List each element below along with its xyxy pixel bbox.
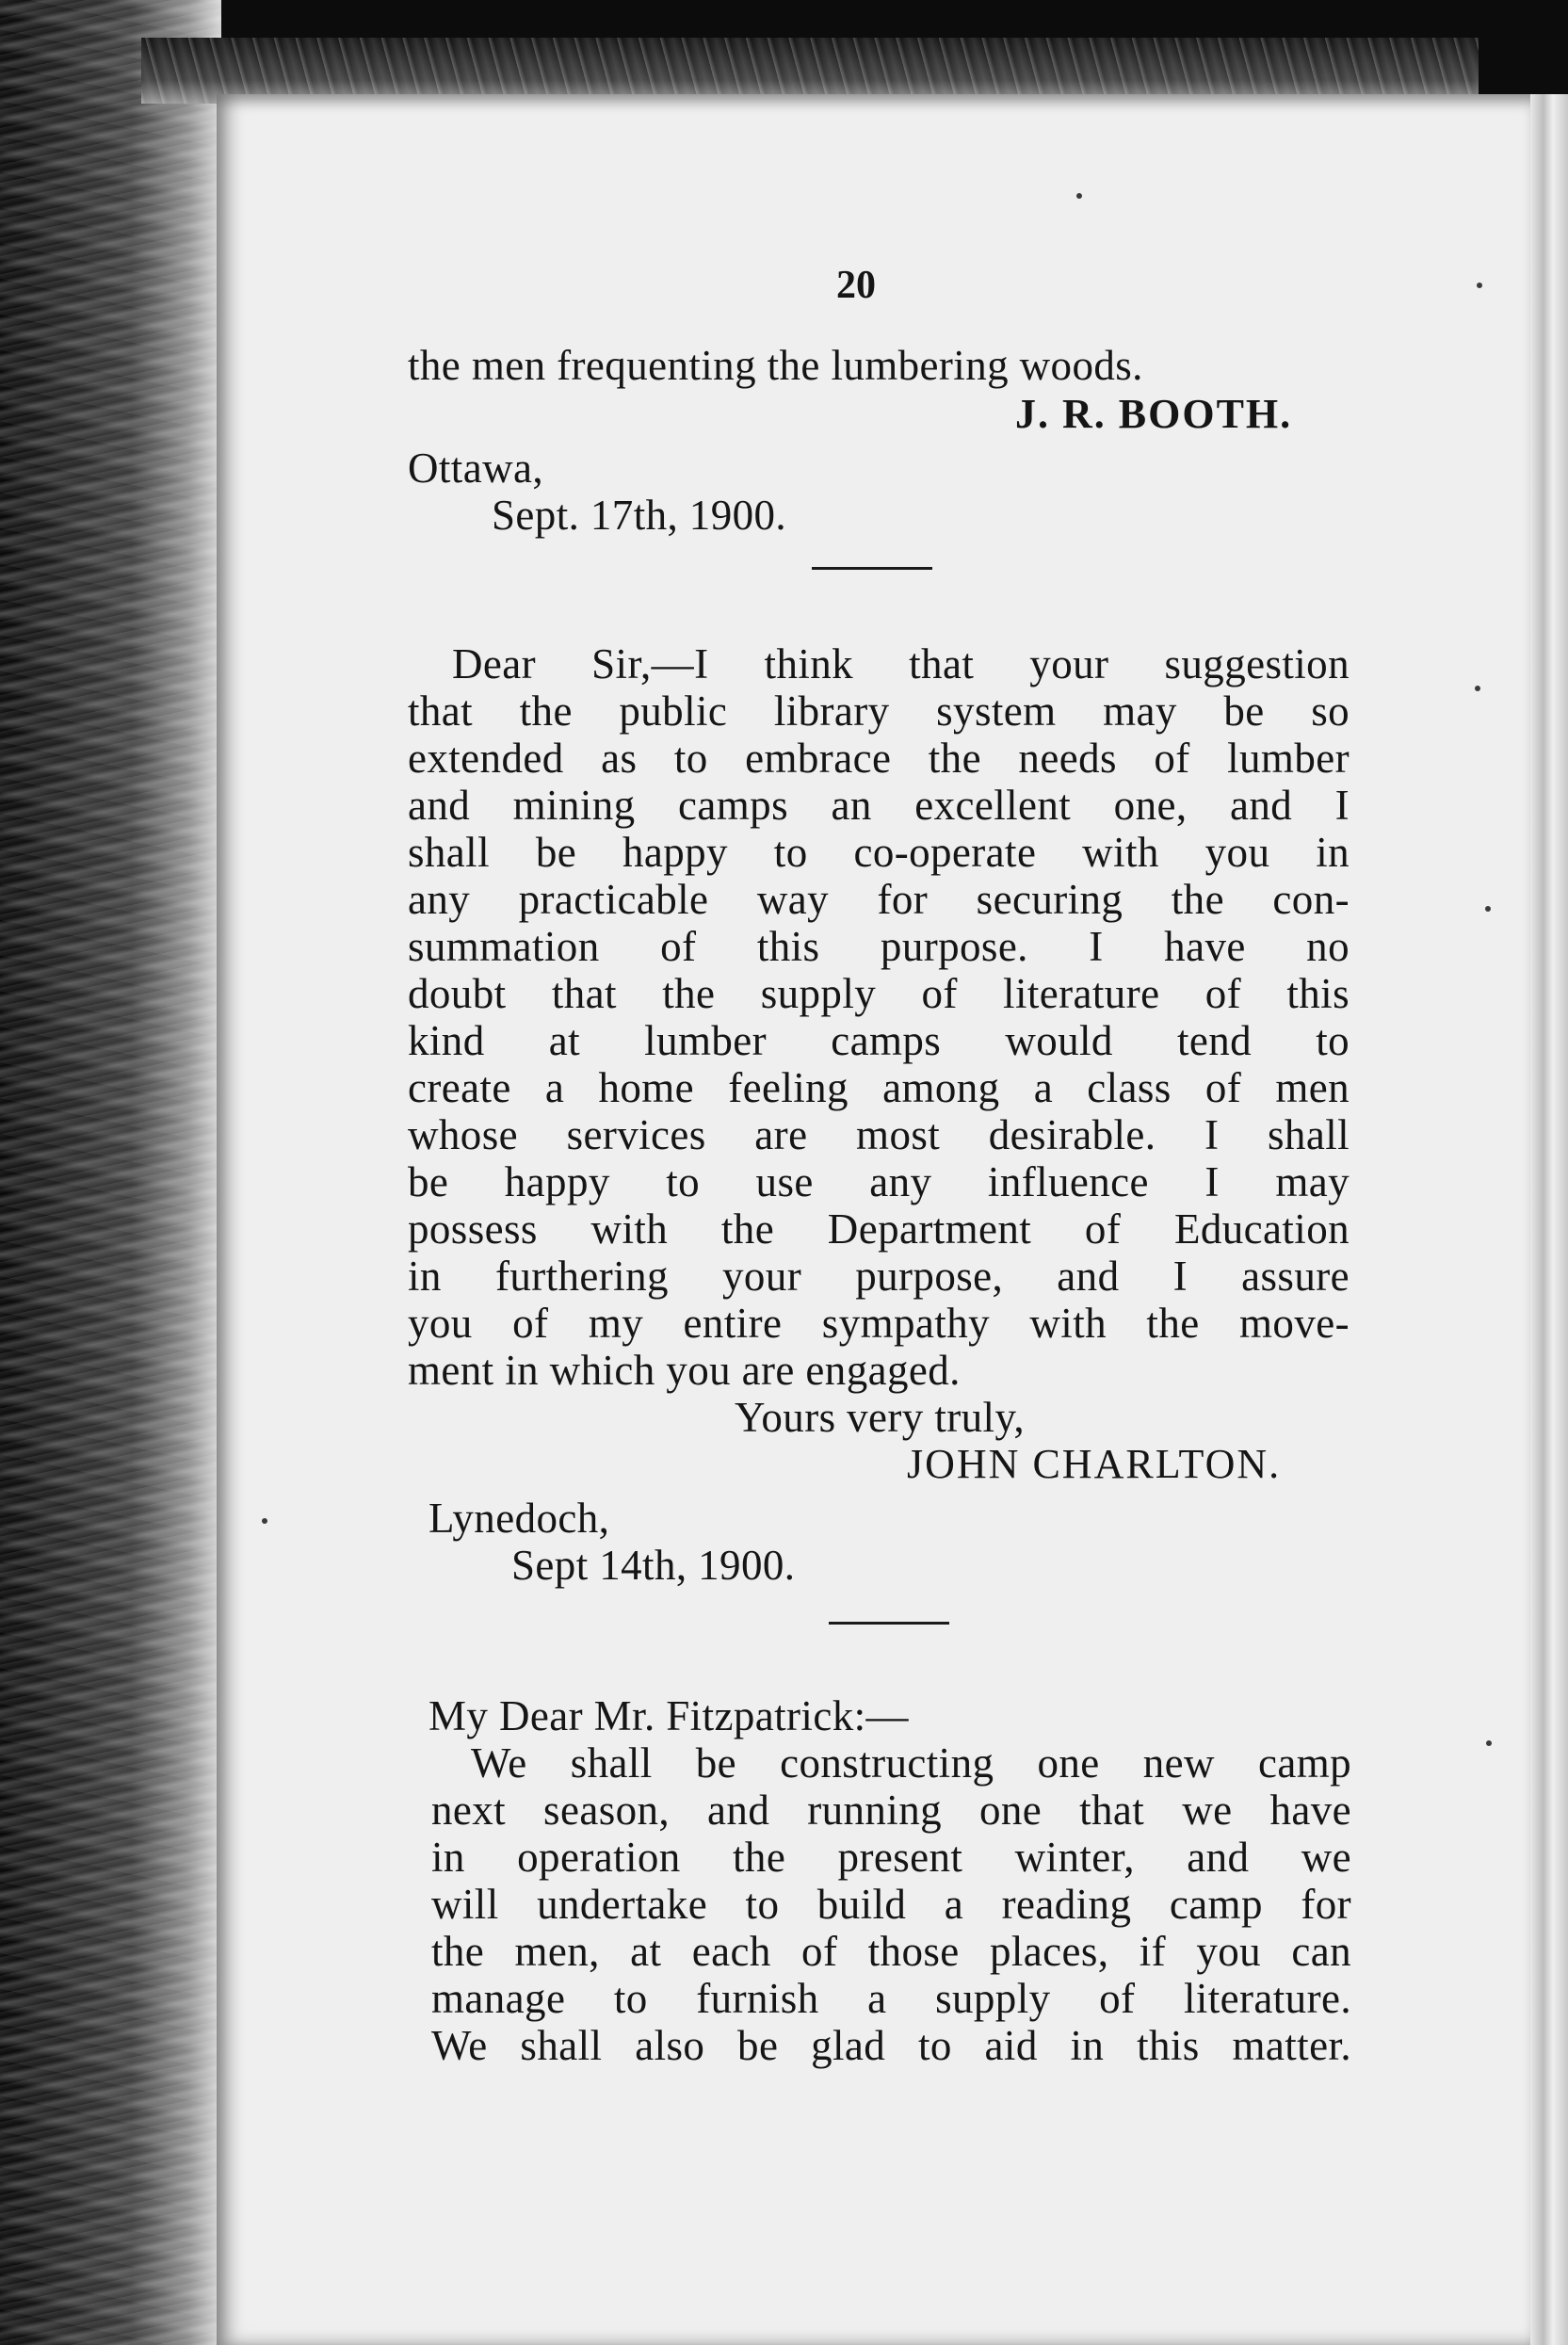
booth-place: Ottawa,	[408, 445, 543, 492]
speck	[262, 1518, 267, 1524]
speck	[1477, 283, 1482, 288]
third-last-line: We shall also be glad to aid in this matter.	[431, 2022, 1351, 2069]
charlton-signature: JOHN CHARLTON.	[907, 1441, 1282, 1487]
charlton-line: and mining camps an excellent one, and I	[408, 782, 1350, 829]
third-line: the men, at each of those places, if you can	[431, 1928, 1351, 1975]
charlton-place: Lynedoch,	[428, 1495, 610, 1542]
charlton-line: extended as to embrace the needs of lumber	[408, 735, 1350, 782]
third-line: manage to furnish a supply of literature.	[431, 1975, 1351, 2022]
charlton-line: in furthering your purpose, and I assure	[408, 1253, 1350, 1300]
speck	[1486, 1740, 1492, 1746]
third-line: will undertake to build a reading camp for	[431, 1881, 1351, 1928]
charlton-line: possess with the Department of Education	[408, 1205, 1350, 1253]
section-divider	[812, 567, 932, 570]
charlton-line: you of my entire sympathy with the move-	[408, 1300, 1350, 1347]
charlton-line: summation of this purpose. I have no	[408, 923, 1350, 970]
charlton-valediction: Yours very truly,	[735, 1394, 1026, 1441]
charlton-line: shall be happy to co-operate with you in	[408, 829, 1350, 876]
page-number: 20	[836, 264, 876, 307]
section-divider	[829, 1622, 949, 1625]
speck	[1485, 906, 1491, 912]
charlton-line: be happy to use any influence I may	[408, 1158, 1350, 1205]
charlton-last-line: ment in which you are engaged.	[408, 1347, 961, 1394]
third-line: next season, and running one that we have	[431, 1787, 1351, 1834]
marbled-book-edge-left	[0, 0, 221, 2345]
charlton-line: Dear Sir,—I think that your suggestion	[452, 640, 1350, 687]
third-salutation: My Dear Mr. Fitzpatrick:—	[428, 1692, 909, 1739]
charlton-line: kind at lumber camps would tend to	[408, 1017, 1350, 1064]
booth-date: Sept. 17th, 1900.	[492, 492, 787, 539]
booth-signature: J. R. BOOTH.	[1015, 391, 1293, 437]
charlton-line: any practicable way for securing the con-	[408, 876, 1350, 923]
charlton-date: Sept 14th, 1900.	[511, 1542, 796, 1589]
third-line: in operation the present winter, and we	[431, 1834, 1351, 1881]
charlton-line: whose services are most desirable. I shall	[408, 1111, 1350, 1158]
charlton-line: create a home feeling among a class of men	[408, 1064, 1350, 1111]
page-right-edge	[1530, 94, 1568, 2345]
speck	[1475, 686, 1480, 691]
charlton-line: that the public library system may be so	[408, 687, 1350, 735]
booth-closing-line: the men frequenting the lumbering woods.	[408, 342, 1143, 389]
speck	[1076, 193, 1082, 199]
third-line: We shall be constructing one new camp	[471, 1739, 1351, 1787]
charlton-line: doubt that the supply of literature of this	[408, 970, 1350, 1017]
